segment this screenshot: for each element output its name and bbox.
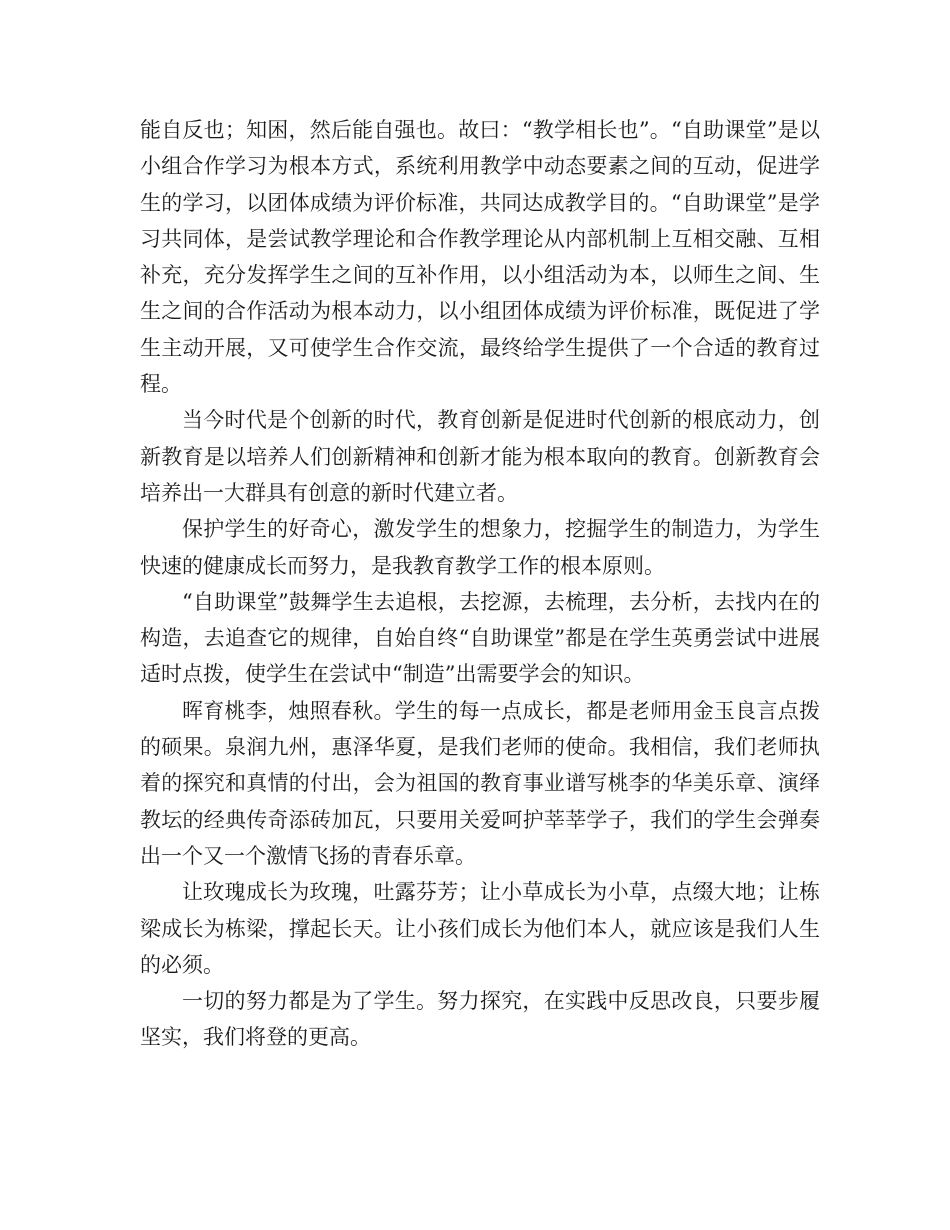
paragraph-4: “自助课堂”鼓舞学生去追根，去挖源，去梳理，去分析，去找内在的构造，去追查它的规律，自始自终“自助课堂”都是在学生英勇尝试中进展适时点拨，使学生在尝试中“制造”出需要学会的知识。 [140,589,820,687]
paragraph-7: 一切的努力都是为了学生。努力探究，在实践中反思改良，只要步履坚实，我们将登的更高。 [140,989,820,1050]
paragraph-1: 能自反也；知困，然后能自强也。故曰：“教学相长也”。“自助课堂”是以小组合作学习为根本方式，系统利用教学中动态要素之间的互动，促进学生的学习，以团体成绩为评价标准，共同达成教学目的。“自助课堂”是学习共同体，是尝试教学理论和合作教学理论从内部机制上互相交融、互相补充，充分发挥学生之间的互补作用，以小组活动为本，以师生之间、生生之间的合作活动为根本动力，以小组团体成绩为评价标准，既促进了学生主动开展，又可使学生合作交流，最终给学生提供了一个合适的教育过程。 [140,118,820,397]
paragraph-2: 当今时代是个创新的时代，教育创新是促进时代创新的根底动力，创新教育是以培养人们创新精神和创新才能为根本取向的教育。创新教育会培养出一大群具有创意的新时代建立者。 [140,408,820,505]
paragraph-3: 保护学生的好奇心，激发学生的想象力，挖掘学生的制造力，为学生快速的健康成长而努力，是我教育教学工作的根本原则。 [140,517,820,578]
paragraph-5: 晖育桃李，烛照春秋。学生的每一点成长，都是老师用金玉良言点拨的硕果。泉润九州，惠泽华夏，是我们老师的使命。我相信，我们老师执着的探究和真情的付出，会为祖国的教育事业谱写桃李的华美乐章、演绎教坛的经典传奇添砖加瓦，只要用关爱呵护莘莘学子，我们的学生会弹奏出一个又一个激情飞扬的青春乐章。 [140,698,820,868]
document-page [140,112,820,1056]
paragraph-6: 让玫瑰成长为玫瑰，吐露芬芳；让小草成长为小草，点缀大地；让栋梁成长为栋梁，撑起长天。让小孩们成长为他们本人，就应该是我们人生的必须。 [140,880,820,977]
